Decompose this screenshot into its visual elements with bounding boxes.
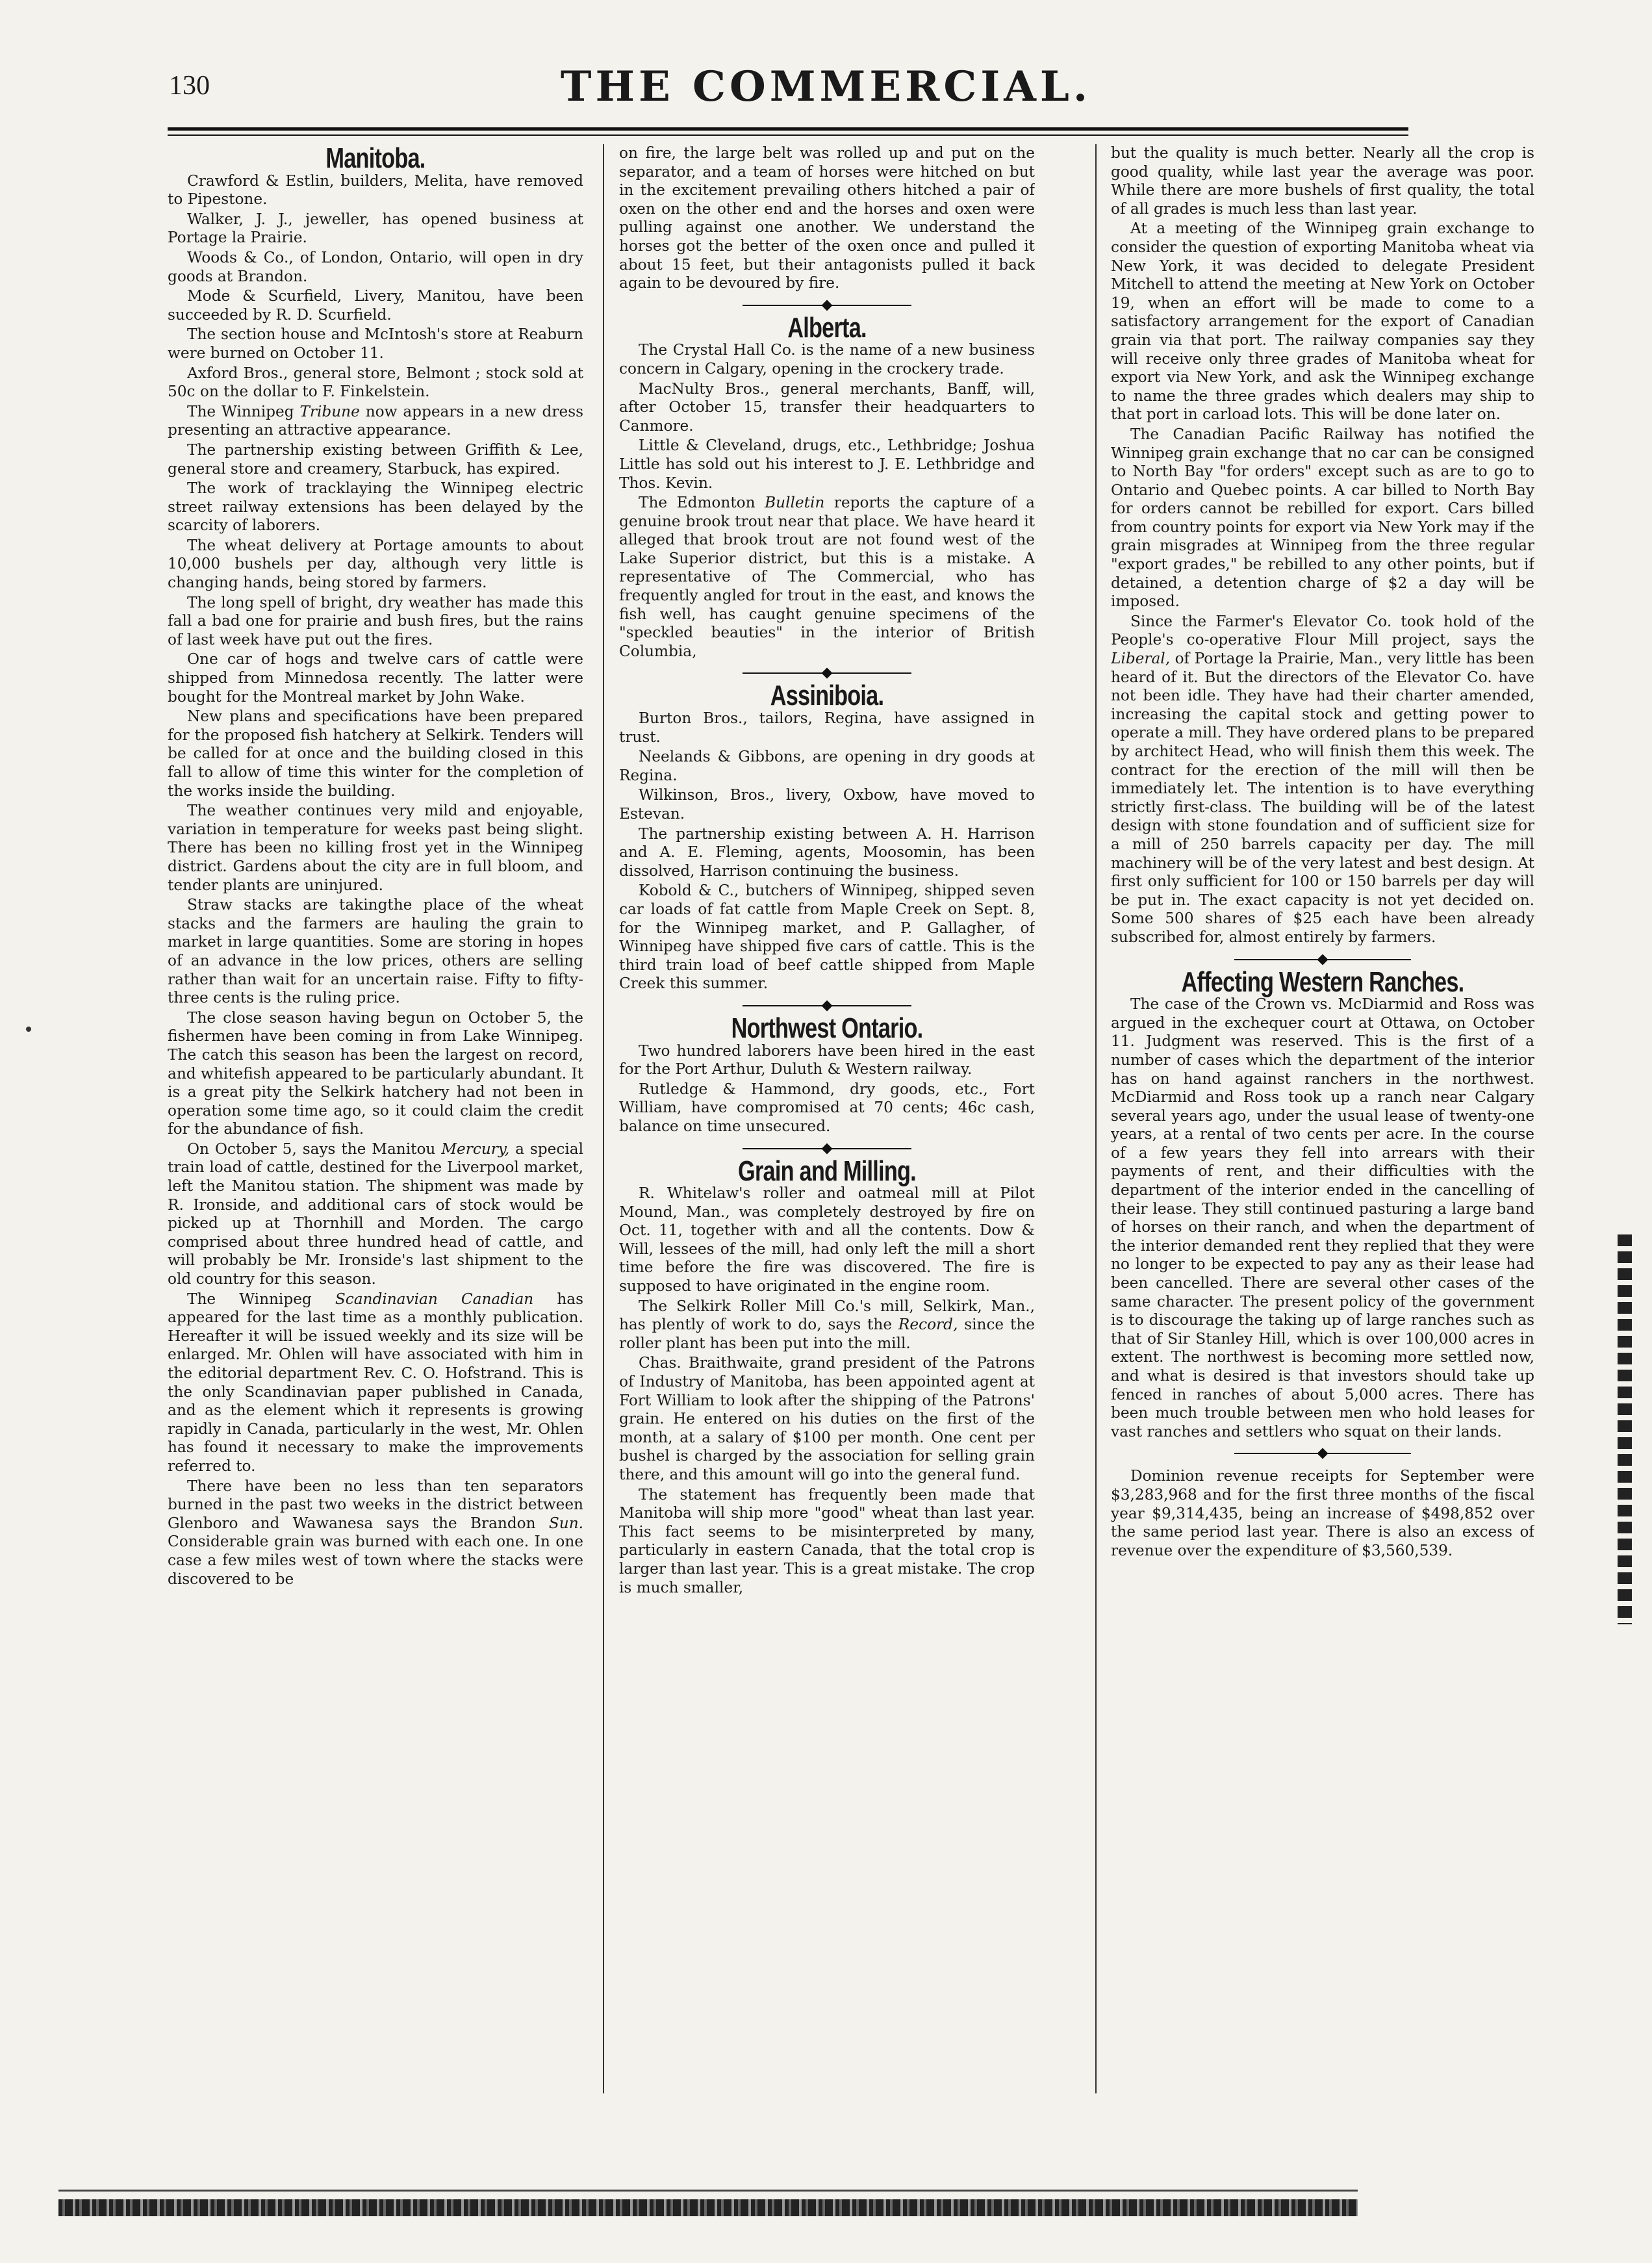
text-run: Since the Farmer's Elevator Co. took hold of the People's co-operative Flour Mill project, says the (1111, 612, 1534, 649)
article-paragraph: Wilkinson, Bros., livery, Oxbow, have moved to Estevan. (619, 786, 1035, 823)
text-run: a special train load of cattle, destined for the Liverpool market, left the Manitou station. The shipment was made by R. Ironside, and additional cars of stock would be picked up at Thornhill and Morden. The cargo comprised about three hundred head of cattle, and will probably be Mr. Ironside's last shipment to the old country for this season. (168, 1140, 583, 1288)
text-run: On October 5, says the Manitou (187, 1140, 442, 1158)
article-paragraph: The work of tracklaying the Winnipeg electric street railway extensions has been delayed by the scarcity of laborers. (168, 479, 583, 535)
section-heading-manitoba: Manitoba. (325, 144, 426, 174)
text-run: The Selkirk Roller Mill Co.'s mill, Selkirk, Man., has plently of work to do, says the (619, 1297, 1035, 1334)
page-edge-binding (1618, 1234, 1632, 1624)
article-paragraph: The case of the Crown vs. McDiarmid and Ross was argued in the exchequer court at Ottawa, on October 11. Judgment was reserved. This is the first of a number of cases which the department of the interior has on hand against ranchers in the northwest. McDiarmid and Ross took up a ranch near Calgary several years ago, under the usual lease of twenty-one years, at a rental of two cents per acre. In the course of a few years they fell into arrears with their payments of rent, and their difficulties with the department of the interior ended in the cancelling of their lease. They still continued pasturing a large band of horses on their ranch, and when the department of the interior demanded rent they replied that they were no longer to be expected to pay any as their lease had been cancelled. There are several other cases of the same character. The present policy of the government is to discourage the taking up of large ranches such as that of Sir Stanley Hill, which is over 100,000 acres in extent. The northwest is becoming more settled now, and what is desired is that investors should take up fenced in ranches of about 5,000 acres. There has been much trouble between men who hold leases for vast ranches and settlers who squat on their lands. (1111, 995, 1534, 1440)
article-paragraph: One car of hogs and twelve cars of cattle were shipped from Minnedosa recently. The latter were bought for the Montreal market by John Wake. (168, 650, 583, 706)
article-paragraph: The wheat delivery at Portage amounts to about 10,000 bushels per day, although very little is changing hands, being stored by farmers. (168, 536, 583, 592)
article-paragraph (1111, 613, 1534, 947)
article-paragraph: New plans and specifications have been prepared for the proposed fish hatchery at Selkirk. Tenders will be called for at once and the building closed in this fall to allow of time this winter for the completion of the works inside the building. (168, 708, 583, 800)
article-paragraph: but the quality is much better. Nearly all the crop is good quality, while last year the average was poor. While there are more bushels of first quality, the total of all grades is much less than last year. (1111, 144, 1534, 218)
article-paragraph: The partnership existing between Griffith & Lee, general store and creamery, Starbuck, has expired. (168, 441, 583, 478)
print-speck (26, 1027, 31, 1032)
footer-scan-band (58, 2199, 1358, 2216)
section-separator (619, 999, 1035, 1013)
article-paragraph: Dominion revenue receipts for September were $3,283,968 and for the first three months of the fiscal year $9,314,435, being an increase of $498,852 over the same period last year. There is also an excess of revenue over the expenditure of $3,560,539. (1111, 1467, 1534, 1559)
publication-name: Sun. (548, 1514, 583, 1532)
publication-name: Scandinavian Canadian (335, 1290, 534, 1308)
article-paragraph (619, 1298, 1035, 1353)
text-run: has appeared for the last time as a monthly publication. Hereafter it will be issued weekly and its size will be enlarged. Mr. Ohlen will have associated with him in the editorial department Rev. C. O. Hofstrand. This is the only Scandinavian paper published in Canada, and as the element which it represents is growing rapidly in Canada, particularly in the west, Mr. Ohlen has found it necessary to make the improvements referred to. (168, 1290, 583, 1475)
header-rule-thin (168, 134, 1408, 136)
article-paragraph: Chas. Braithwaite, grand president of the Patrons of Industry of Manitoba, has been appointed agent at Fort William to look after the shipping of the Patrons' grain. He entered on his duties on the first of the month, at a salary of $100 per month. One cent per bushel is charged by the association for selling grain there, and this amount will go into the general fund. (619, 1354, 1035, 1483)
article-paragraph: The weather continues very mild and enjoyable, variation in temperature for weeks past being slight. There has been no killing frost yet in the Winnipeg district. Gardens about the city are in full bloom, and tender plants are uninjured. (168, 802, 583, 894)
column-divider (603, 144, 604, 2093)
article-paragraph: Walker, J. J., jeweller, has opened business at Portage la Prairie. (168, 210, 583, 247)
text-run: The Edmonton (639, 494, 765, 512)
article-paragraph: on fire, the large belt was rolled up and put on the separator, and a team of horses were hitched on but in the excitement prevailing others hitched a pair of oxen on the other end and the horses and oxen were pulling against one another. We understand the horses got the better of the oxen once and pulled it about 15 feet, but their antagonists pulled it back again to be devoured by fire. (619, 144, 1035, 292)
article-paragraph: Axford Bros., general store, Belmont ; stock sold at 50c on the dollar to F. Finkelstein. (168, 364, 583, 401)
section-heading-alberta: Alberta. (787, 311, 867, 344)
article-paragraph: Little & Cleveland, drugs, etc., Lethbridge; Joshua Little has sold out his interest to J. E. Lethbridge and Thos. Kevin. (619, 437, 1035, 492)
article-paragraph: Rutledge & Hammond, dry goods, etc., Fort William, have compromised at 70 cents; 46c cash, balance on time unsecured. (619, 1080, 1035, 1135)
page-number: 130 (169, 71, 210, 101)
article-paragraph (168, 1140, 583, 1289)
publication-name: Liberal, (1111, 650, 1171, 668)
article-paragraph: Kobold & C., butchers of Winnipeg, shipped seven car loads of fat cattle from Maple Creek on Sept. 8, for the Winnipeg market, and P. Gallagher, of Winnipeg have shipped five cars of cattle. This is the third train load of beef cattle shipped from Maple Creek this summer. (619, 882, 1035, 993)
page-header (0, 0, 1652, 143)
footer-rule (58, 2190, 1358, 2192)
article-paragraph (168, 1477, 583, 1589)
article-paragraph: The long spell of bright, dry weather has made this fall a bad one for prairie and bush fires, but the rains of last week have put out the fires. (168, 593, 583, 648)
article-paragraph: Mode & Scurfield, Livery, Manitou, have been succeeded by R. D. Scurfield. (168, 287, 583, 324)
section-separator (619, 298, 1035, 313)
section-separator (1111, 1446, 1534, 1461)
section-separator (619, 666, 1035, 680)
section-heading-western-ranches: Affecting Western Ranches. (1181, 965, 1464, 998)
article-paragraph: The Canadian Pacific Railway has notified the Winnipeg grain exchange that no car can be consigned to North Bay "for orders" except such as are to go to Ontario and Quebec points. A car billed to North Bay for orders cannot be rebilled for export. Cars billed from country points for export via New York may if the grain misgrades at Winnipeg from the three regular "export grades," be rebilled to any other points, but if detained, a detention charge of $2 a day will be imposed. (1111, 425, 1534, 611)
section-separator (1111, 953, 1534, 967)
article-paragraph: The Crystal Hall Co. is the name of a new business concern in Calgary, opening in the crockery trade. (619, 341, 1035, 377)
text-run: Considerable grain was burned with each one. In one case a few miles west of town where the stacks were discovered to be (168, 1533, 583, 1588)
text-run: of Portage la Prairie, Man., very little has been heard of it. But the directors of the Elevator Co. have not been idle. They have had their charter amended, increasing the capital stock and getting power to operate a mill. They have ordered plans to be prepared by architect Head, who will finish them this week. The contract for the erection of the mill will then be immediately let. The intention is to have everything strictly first-class. The building will be of the latest design with stone foundation and of sufficient size for a mill of 250 barrels capacity per day. The mill machinery will be of the very latest and best design. At first only sufficient for 100 or 150 barrels per day will be put in. The exact capacity is not yet decided on. Some 500 shares of $25 each have been already subscribed for, almost entirely by farmers. (1111, 650, 1534, 946)
article-paragraph: Straw stacks are takingthe place of the wheat stacks and the farmers are hauling the grain to market in large quantities. Some are storing in hopes of an advance in the low prices, others are selling rather than wait for an uncertain raise. Fifty to fifty-three cents is the ruling price. (168, 896, 583, 1007)
section-heading-northwest-ontario: Northwest Ontario. (731, 1012, 923, 1044)
article-paragraph: Burton Bros., tailors, Regina, have assigned in trust. (619, 710, 1035, 746)
article-paragraph (619, 494, 1035, 661)
section-separator (619, 1142, 1035, 1156)
section-heading-assiniboia: Assiniboia. (770, 680, 884, 712)
publication-name: Bulletin (765, 494, 825, 512)
article-paragraph: At a meeting of the Winnipeg grain exchange to consider the question of exporting Manitoba wheat via New York, it was decided to delegate President Mitchell to attend the meeting at New York on October 19, when an effort will be made to come to a satisfactory arrangement for the export of Canadian grain via that port. The railway companies say they will receive only three grades of Manitoba wheat for export via New York, and ask the Winnipeg exchange to name the three grades which dealers may ship to that port in carload lots. This will be done later on. (1111, 220, 1534, 424)
article-paragraph (168, 1290, 583, 1476)
text-run: since the roller plant has been put into the mill. (619, 1316, 1035, 1352)
article-paragraph: MacNulty Bros., general merchants, Banff, will, after October 15, transfer their headquarters to Canmore. (619, 379, 1035, 435)
article-paragraph: Two hundred laborers have been hired in the east for the Port Arthur, Duluth & Western railway. (619, 1042, 1035, 1079)
article-paragraph: Neelands & Gibbons, are opening in dry goods at Regina. (619, 748, 1035, 784)
text-run: The Winnipeg (187, 1290, 335, 1308)
publication-name: Mercury, (441, 1140, 510, 1158)
article-paragraph: The close season having begun on October 5, the fishermen have been coming in from Lake Winnipeg. The catch this season has been the largest on record, and whitefish appeared to be particularly abundant. It is a great pity the Selkirk hatchery had not been in operation some time ago, so it could claim the credit for the abundance of fish. (168, 1008, 583, 1138)
masthead-title: THE COMMERCIAL. (560, 62, 1092, 111)
section-heading-grain-milling: Grain and Milling. (738, 1155, 916, 1187)
text-run: The Winnipeg (187, 402, 300, 420)
article-paragraph (168, 403, 583, 440)
text-run: There have been no less than ten separators burned in the past two weeks in the district between Glenboro and Wawanesa says the Brandon (168, 1477, 583, 1532)
article-paragraph: The statement has frequently been made that Manitoba will ship more "good" wheat than last year. This fact seems to be misinterpreted by many, particularly in eastern Canada, that the total crop is larger than last year. This is a great mistake. The crop is much smaller, (619, 1485, 1035, 1596)
article-paragraph: Crawford & Estlin, builders, Melita, have removed to Pipestone. (168, 172, 583, 209)
article-paragraph: Woods & Co., of London, Ontario, will open in dry goods at Brandon. (168, 248, 583, 285)
article-paragraph: The partnership existing between A. H. Harrison and A. E. Fleming, agents, Moosomin, has been dissolved, Harrison continuing the business. (619, 825, 1035, 880)
publication-name: Tribune (299, 402, 360, 420)
article-paragraph: R. Whitelaw's roller and oatmeal mill at Pilot Mound, Man., was completely destroyed by fire on Oct. 11, together with and all the contents. Dow & Will, lessees of the mill, had only left the mill a short time before the fire was discovered. The fire is supposed to have originated in the engine room. (619, 1184, 1035, 1296)
article-paragraph: The section house and McIntosh's store at Reaburn were burned on October 11. (168, 326, 583, 362)
column-divider (1095, 144, 1097, 2093)
text-run: reports the capture of a genuine brook trout near that place. We have heard it alleged that brook trout are not found west of the Lake Superior district, but this is a mistake. A representative of The Commercial, who has frequently angled for trout in the east, and knows the fish well, has caught genuine specimens of the "speckled beauties" in the interior of British Columbia, (619, 494, 1035, 660)
text-run: now appears in a new dress presenting an attractive appearance. (168, 402, 583, 439)
column-middle (619, 144, 1035, 2093)
header-rule-thick (168, 127, 1408, 131)
column-left (168, 144, 583, 2093)
column-right (1111, 144, 1534, 2093)
publication-name: Record, (898, 1316, 958, 1334)
